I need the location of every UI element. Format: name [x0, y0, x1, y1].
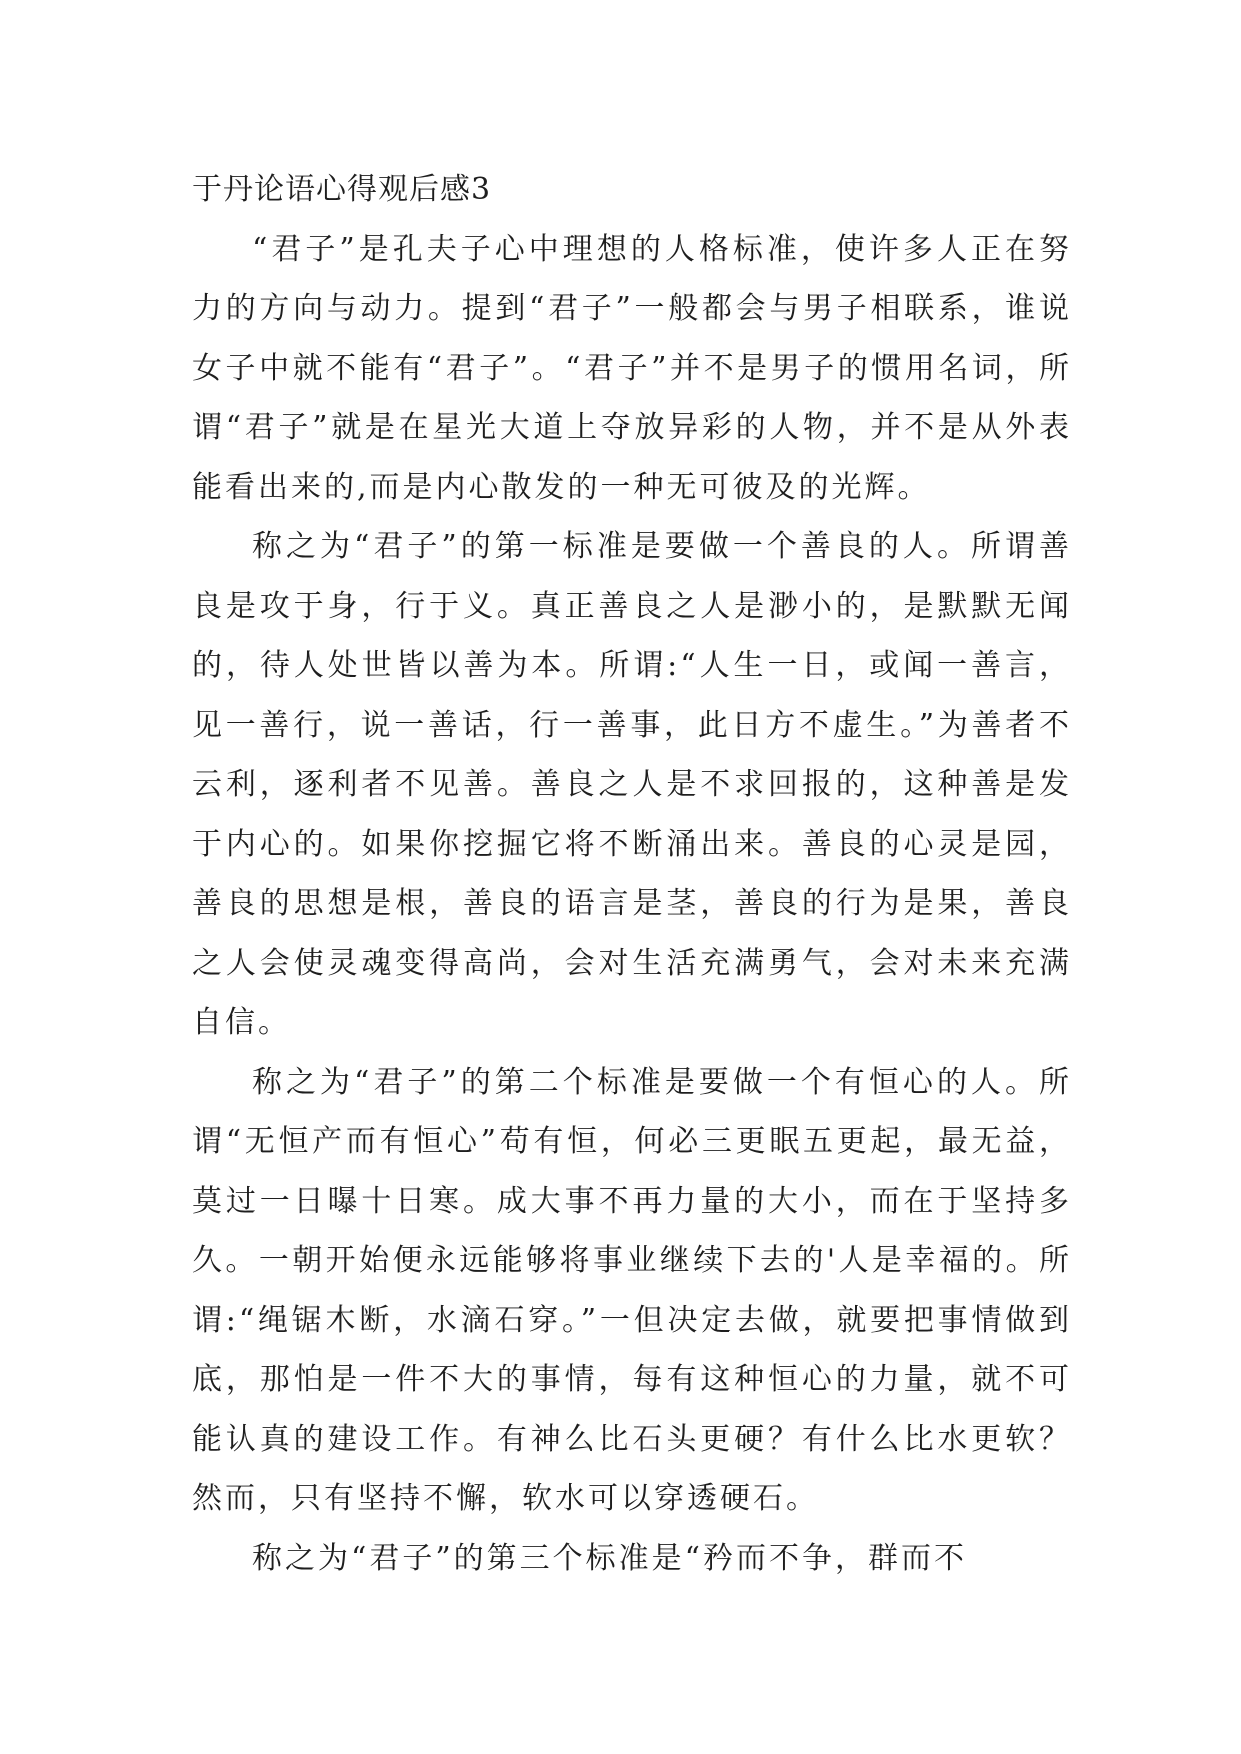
document-title: 于丹论语心得观后感3 [192, 172, 492, 207]
paragraph-2: 称之为“君子”的第一标准是要做一个善良的人。所谓善良是攻于身，行于义。真正善良之人是渺小的，是默默无闻的，待人处世皆以善为本。所谓:“人生一日，或闻一善言，见一善行，说一善话，行一善事，此日方不虚生。”为善者不云利，逐利者不见善。善良之人是不求回报的，这种善是发于内心的。如果你挖掘它将不断涌出来。善良的心灵是园，善良的思想是根，善良的语言是茎，善良的行为是果，善良之人会使灵魂变得高尚，会对生活充满勇气，会对未来充满自信。 [192, 529, 1072, 1040]
paragraph-4: 称之为“君子”的第三个标准是“矜而不争，群而不 [252, 1540, 968, 1576]
paragraph-1: “君子”是孔夫子心中理想的人格标准，使许多人正在努力的方向与动力。提到“君子”一般都会与男子相联系，谁说女子中就不能有“君子”。“君子”并不是男子的惯用名词，所谓“君子”就是在星光大道上夺放异彩的人物，并不是从外表能看出来的,而是内心散发的一种无可彼及的光辉。 [192, 231, 1072, 505]
paragraph-3: 称之为“君子”的第二个标准是要做一个有恒心的人。所谓“无恒产而有恒心”苟有恒，何必三更眠五更起，最无益，莫过一日曝十日寒。成大事不再力量的大小，而在于坚持多久。一朝开始便永远能够将事业继续下去的'人是幸福的。所谓:“绳锯木断，水滴石穿。”一但决定去做，就要把事情做到底，那怕是一件不大的事情，每有这种恒心的力量，就不可能认真的建设工作。有神么比石头更硬？有什么比水更软？然而，只有坚持不懈，软水可以穿透硬石。 [192, 1064, 1072, 1516]
document-body [192, 160, 1072, 1588]
